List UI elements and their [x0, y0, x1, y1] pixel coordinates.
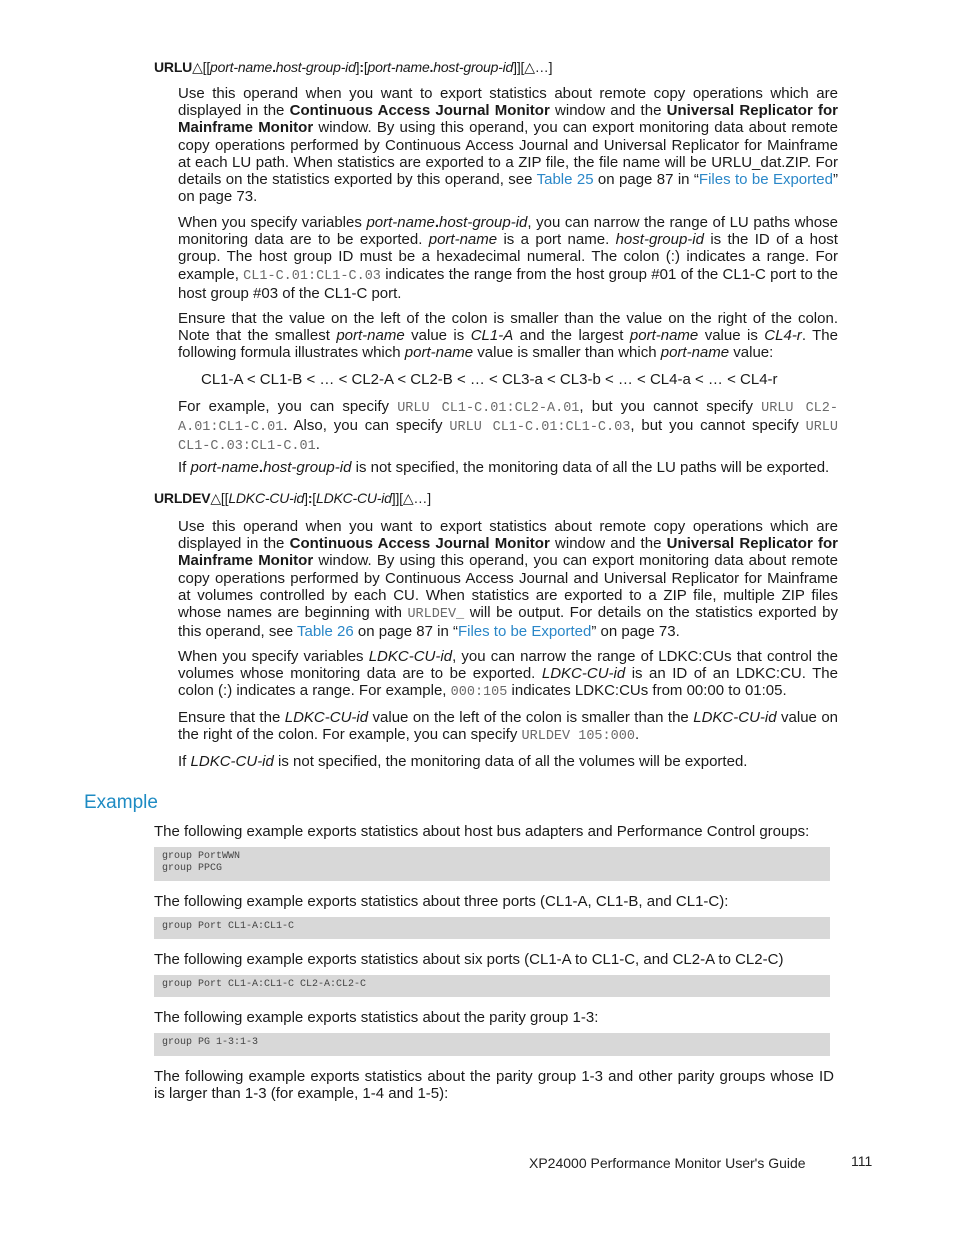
example-2-code: group Port CL1-A:CL1-C: [154, 917, 830, 939]
link-files-to-be-exported-2[interactable]: Files to be Exported: [457, 623, 592, 641]
example-3-text: The following example exports statistics about six ports (CL1-A to CL1-C, and CL2-A to CL2-C): [154, 951, 784, 968]
urlu-description: Use this operand when you want to export statistics about remote copy operations which are displayed in the Continuous Access Journal Monitor window and the Universal Replicator for Mainframe Monitor window. By using this operand, you can export monitoring data about remote copy operations performed by Continuous Access Journal and Universal Replicator for Mainframe at each LU path. When statistics are exported to a ZIP file, the file name will be URLU_dat.ZIP. For details on the statistics exported by this operand, see Table 25 on page 87 in “Files to be Exported” on page 73.: [178, 85, 839, 206]
urldev-syntax: URLDEV△[[LDKC-CU-id]:[LDKC-CU-id]][△…]: [154, 490, 431, 506]
footer-title: XP24000 Performance Monitor User's Guide: [529, 1155, 806, 1171]
urldev-unspecified-paragraph: If LDKC-CU-id is not specified, the monitoring data of all the volumes will be exported.: [178, 753, 748, 770]
link-table-26[interactable]: Table 26: [296, 623, 354, 641]
example-1-code: group PortWWN group PPCG: [154, 847, 830, 881]
page-number: 111: [851, 1153, 873, 1169]
example-4-code: group PG 1-3:1-3: [154, 1033, 830, 1056]
link-table-25[interactable]: Table 25: [536, 171, 594, 189]
urldev-ordering-paragraph: Ensure that the LDKC-CU-id value on the left of the colon is smaller than the LDKC-CU-id value on the right of the colon. For example, you can specify URLDEV 105:000.: [178, 709, 839, 745]
example-3-code: group Port CL1-A:CL1-C CL2-A:CL2-C: [154, 975, 830, 997]
urlu-unspecified-paragraph: If port-name.host-group-id is not specified, the monitoring data of all the LU paths will be exported.: [178, 459, 830, 476]
example-4-text: The following example exports statistics about the parity group 1-3:: [154, 1009, 599, 1026]
urlu-examples-paragraph: For example, you can specify URLU CL1-C.01:CL2-A.01, but you cannot specify URLU CL2-A.01:CL1-C.01. Also, you can specify URLU CL1-C.01:CL1-C.03, but you cannot specify URLU CL1-C.03:CL1-C.01.: [178, 398, 839, 455]
urlu-variables-paragraph: When you specify variables port-name.host-group-id, you can narrow the range of LU paths whose monitoring data are to be exported. port-name is a port name. host-group-id is the ID of a host group. The host group ID must be a hexadecimal numeral. The colon (:) indicates a range. For example, CL1-C.01:CL1-C.03 indicates the range from the host group #01 of the CL1-C port to the host group #03 of the CL1-C port.: [178, 214, 838, 302]
urldev-description: Use this operand when you want to export statistics about remote copy operations which are displayed in the Continuous Access Journal Monitor window and the Universal Replicator for Mainframe Monitor window. By using this operand, you can export monitoring data about remote copy operations performed by Continuous Access Journal and Universal Replicator for Mainframe at volumes controlled by each CU. When statistics are exported to a ZIP file, multiple ZIP files whose names are beginning with URLDEV_ will be output. For details on the statistics exported by this operand, see Table 26 on page 87 in “Files to be Exported” on page 73.: [178, 518, 839, 641]
urlu-syntax: URLU△[[port-name.host-group-id]:[port-name.host-group-id]][△…]: [154, 59, 553, 75]
section-heading-example: Example: [84, 792, 158, 813]
link-files-to-be-exported[interactable]: Files to be Exported: [698, 171, 833, 189]
example-1-text: The following example exports statistics about host bus adapters and Performance Control groups:: [154, 823, 810, 840]
urldev-variables-paragraph: When you specify variables LDKC-CU-id, you can narrow the range of LDKC:CUs that control the volumes whose monitoring data are to be exported. LDKC-CU-id is an ID of an LDKC:CU. The colon (:) indicates a range. For example, 000:105 indicates LDKC:CUs from 00:00 to 01:05.: [178, 648, 838, 701]
urlu-ordering-paragraph: Ensure that the value on the left of the colon is smaller than the value on the right of the colon. Note that the smallest port-name value is CL1-A and the largest port-name value is CL4-r. The following formula illustrates which port-name value is smaller than which port-name value:: [178, 310, 838, 362]
example-5-text: The following example exports statistics about the parity group 1-3 and other parity groups whose ID is larger than 1-3 (for example, 1-4 and 1-5):: [154, 1068, 834, 1103]
port-order-formula: CL1-A < CL1-B < … < CL2-A < CL2-B < … < CL3-a < CL3-b < … < CL4-a < … < CL4-r: [201, 371, 778, 388]
example-2-text: The following example exports statistics about three ports (CL1-A, CL1-B, and CL1-C):: [154, 893, 729, 910]
